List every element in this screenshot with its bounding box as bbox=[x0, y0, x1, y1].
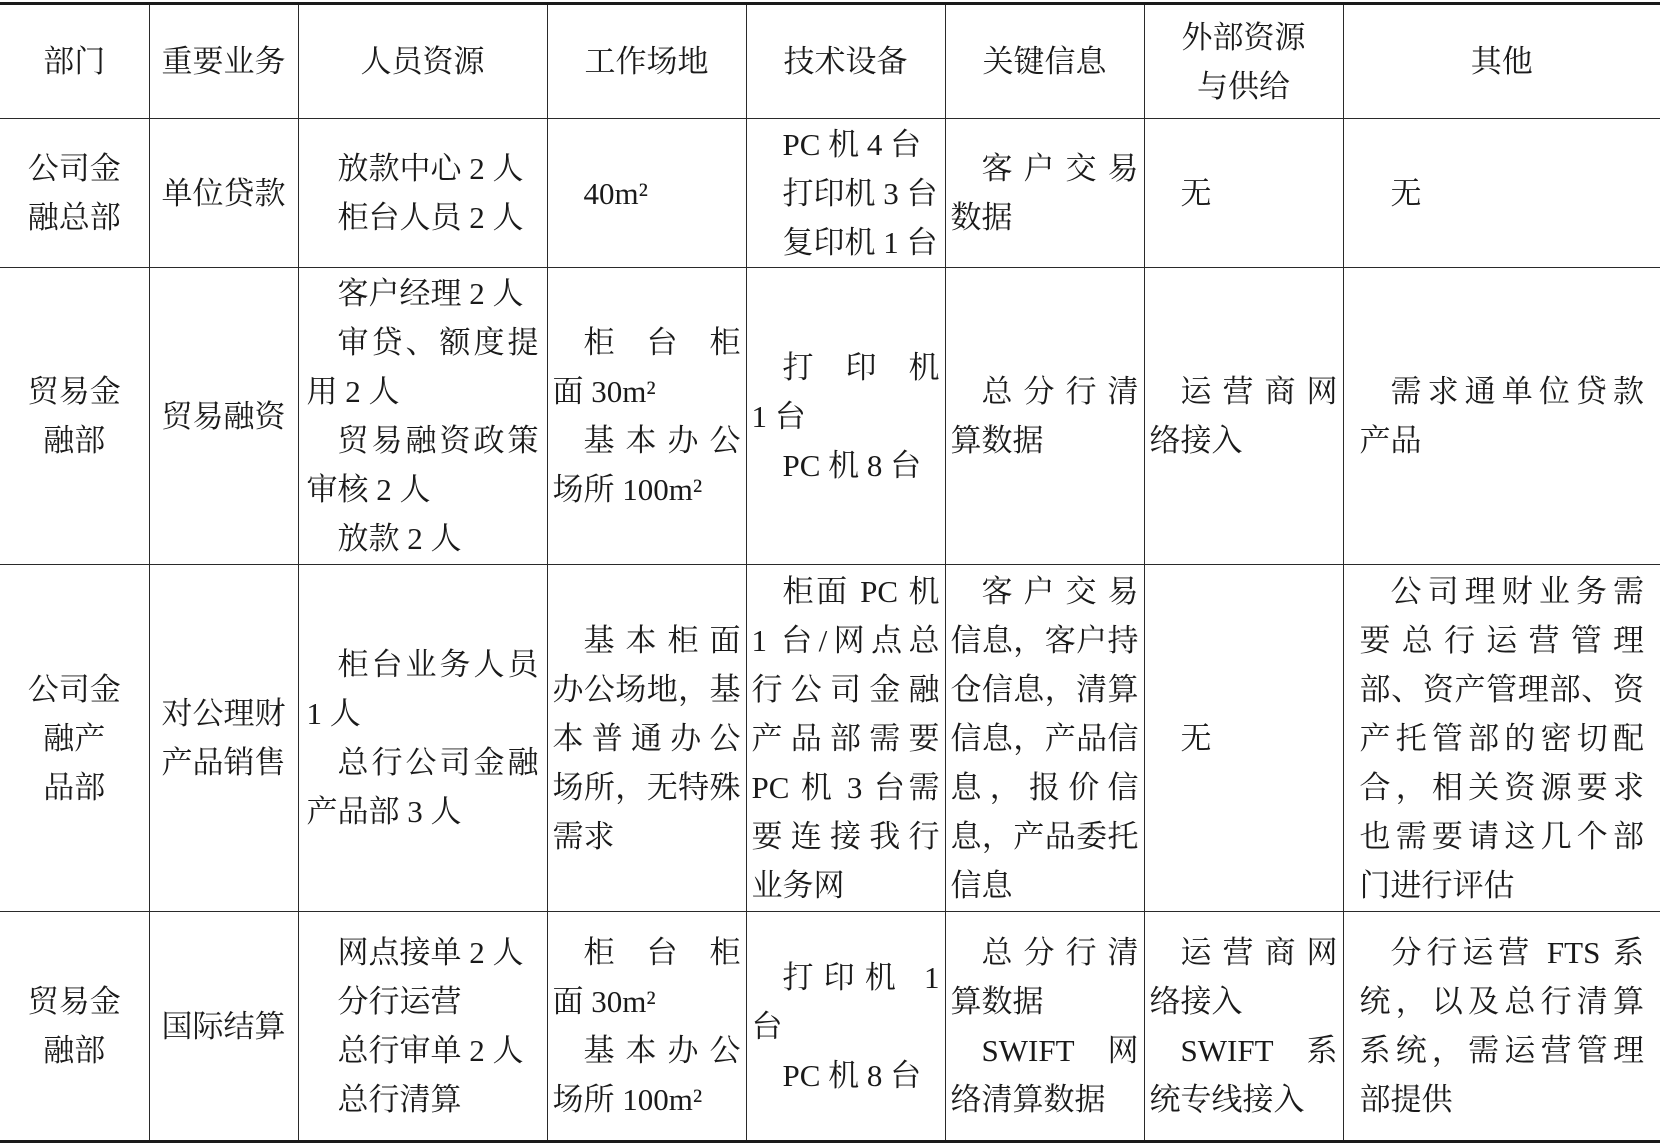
paragraph bbox=[951, 367, 1139, 465]
text-line: 用 2 人 bbox=[306, 374, 400, 409]
text-line: 贸易金 bbox=[27, 374, 121, 409]
text-line: 客户交易 bbox=[981, 573, 1139, 609]
paragraph bbox=[752, 120, 940, 169]
text-line: 运营商网 bbox=[1180, 935, 1338, 970]
text-line: 基本柜面 bbox=[583, 622, 741, 658]
text-line: 审核 2 人 bbox=[306, 472, 431, 507]
text-line: 打印机 1 bbox=[782, 959, 940, 995]
paragraph bbox=[307, 144, 539, 193]
text-line: 合，相关资源要求 bbox=[1359, 769, 1644, 805]
text-line: 总分行清 bbox=[981, 935, 1139, 970]
cell-key-info bbox=[945, 912, 1144, 1142]
text-line: 40m² bbox=[583, 175, 648, 211]
text-line: 品部 bbox=[43, 769, 106, 805]
paragraph bbox=[1150, 367, 1338, 465]
text-line: 公司理财业务需 bbox=[1390, 573, 1644, 609]
text-line: 柜台人员 2 人 bbox=[337, 200, 524, 235]
header-row bbox=[0, 4, 1660, 119]
paragraph bbox=[307, 640, 539, 738]
text-line: 统，以及总行清算 bbox=[1359, 984, 1644, 1019]
text-line: 融部 bbox=[43, 1033, 106, 1068]
paragraph bbox=[307, 269, 539, 318]
text-line: 息，产品委托 bbox=[950, 818, 1139, 854]
paragraph bbox=[307, 1075, 539, 1124]
header-equipment bbox=[746, 4, 945, 119]
cell-equipment bbox=[746, 268, 945, 565]
cell-business bbox=[149, 119, 298, 268]
text-line: PC 机 4 台 bbox=[782, 126, 922, 162]
text-line: 无 bbox=[1180, 720, 1212, 756]
text-line: 柜台业务人员 bbox=[337, 647, 539, 682]
text-line: 也需要请这几个部 bbox=[1359, 818, 1644, 854]
text-line: 柜台柜 bbox=[583, 325, 741, 360]
text-line: 产品销售 bbox=[161, 745, 286, 780]
text-line: 运营商网 bbox=[1180, 374, 1338, 409]
cell-equipment bbox=[746, 119, 945, 268]
text-line: 数据 bbox=[950, 200, 1013, 235]
text-line: PC 机 3 台需 bbox=[751, 769, 940, 805]
text-line: 信息，产品信 bbox=[950, 720, 1139, 756]
paragraph bbox=[553, 1026, 741, 1124]
text-line: 要总行运营管理 bbox=[1359, 622, 1644, 658]
text-line: 产托管部的密切配 bbox=[1359, 720, 1644, 756]
paragraph bbox=[951, 567, 1139, 910]
paragraph bbox=[553, 928, 741, 1026]
paragraph bbox=[1150, 1026, 1338, 1124]
cell-other bbox=[1343, 912, 1660, 1142]
text-line: 络清算数据 bbox=[950, 1082, 1106, 1117]
header-label: 关键信息 bbox=[982, 44, 1107, 79]
cell-external bbox=[1144, 119, 1343, 268]
text-line: 单位贷款 bbox=[161, 175, 286, 211]
text-line: 客户交易 bbox=[981, 151, 1139, 186]
text-line: 客户经理 2 人 bbox=[337, 276, 524, 311]
header-other bbox=[1343, 4, 1660, 119]
text-line: 产品 bbox=[1359, 423, 1422, 458]
cell-workplace bbox=[547, 912, 746, 1142]
paragraph bbox=[752, 169, 940, 218]
header-label: 其他 bbox=[1470, 44, 1533, 79]
header-workplace bbox=[547, 4, 746, 119]
text-line: 基本办公 bbox=[583, 423, 741, 458]
text-line: SWIFT 网 bbox=[981, 1033, 1139, 1068]
text-line: 信息 bbox=[950, 867, 1013, 903]
text-line: 仓信息，清算 bbox=[950, 671, 1139, 707]
resource-table bbox=[0, 2, 1660, 1143]
header-label: 与供给 bbox=[1197, 68, 1290, 104]
cell-key-info bbox=[945, 119, 1144, 268]
text-line: 系统，需运营管理 bbox=[1359, 1033, 1644, 1068]
paragraph bbox=[1150, 928, 1338, 1026]
text-line: 融产 bbox=[43, 720, 106, 756]
text-line: 产品部 3 人 bbox=[306, 794, 462, 829]
text-line: 公司金 bbox=[27, 671, 121, 707]
cell-other bbox=[1343, 565, 1660, 912]
text-line: 融部 bbox=[43, 423, 106, 458]
cell-key-info bbox=[945, 565, 1144, 912]
header-business bbox=[149, 4, 298, 119]
text-line: 柜面 PC 机 bbox=[782, 573, 940, 609]
text-line: 无 bbox=[1390, 175, 1422, 211]
text-line: 络接入 bbox=[1149, 423, 1243, 458]
cell-staff bbox=[298, 912, 547, 1142]
paragraph bbox=[752, 441, 940, 490]
paragraph bbox=[307, 318, 539, 416]
table-row bbox=[0, 119, 1660, 268]
text-line: 贸易金 bbox=[27, 984, 121, 1019]
text-line: 门进行评估 bbox=[1359, 867, 1515, 903]
cell-department bbox=[0, 119, 149, 268]
paragraph bbox=[553, 416, 741, 514]
text-line: 办公场地，基 bbox=[552, 671, 741, 707]
paragraph bbox=[752, 567, 940, 910]
cell-staff bbox=[298, 119, 547, 268]
text-line: 柜台柜 bbox=[583, 935, 741, 970]
paragraph bbox=[1360, 169, 1645, 218]
header-key-info bbox=[945, 4, 1144, 119]
paragraph bbox=[307, 416, 539, 514]
header-label: 外部资源 bbox=[1181, 19, 1306, 55]
text-line: 信息，客户持 bbox=[950, 622, 1139, 658]
text-line: 1 台 bbox=[751, 398, 806, 434]
text-line: 要连接我行 bbox=[751, 818, 940, 854]
text-line: 行公司金融 bbox=[751, 671, 940, 707]
paragraph bbox=[307, 977, 539, 1026]
text-line: 分行运营 FTS 系 bbox=[1390, 935, 1644, 970]
paragraph bbox=[307, 738, 539, 836]
paragraph bbox=[1150, 169, 1338, 218]
cell-external bbox=[1144, 565, 1343, 912]
text-line: 国际结算 bbox=[161, 1008, 286, 1044]
header-label: 人员资源 bbox=[360, 44, 485, 79]
header-label: 工作场地 bbox=[584, 44, 709, 79]
header-external bbox=[1144, 4, 1343, 119]
paragraph bbox=[307, 514, 539, 563]
header-label: 部门 bbox=[43, 44, 106, 79]
text-line: 需求 bbox=[552, 818, 615, 854]
cell-other bbox=[1343, 119, 1660, 268]
cell-business bbox=[149, 565, 298, 912]
text-line: 1 台/网点总 bbox=[751, 622, 940, 658]
text-line: 台 bbox=[751, 1008, 783, 1044]
table-row bbox=[0, 912, 1660, 1142]
paragraph bbox=[752, 953, 940, 1051]
text-line: 面 30m² bbox=[552, 374, 656, 409]
header-label: 技术设备 bbox=[783, 44, 908, 79]
text-line: 放款 2 人 bbox=[337, 521, 462, 556]
text-line: 统专线接入 bbox=[1149, 1082, 1305, 1117]
text-line: 无 bbox=[1180, 175, 1212, 211]
text-line: 总行审单 2 人 bbox=[337, 1033, 524, 1068]
text-line: PC 机 8 台 bbox=[782, 1057, 922, 1093]
header-staff bbox=[298, 4, 547, 119]
text-line: SWIFT 系 bbox=[1180, 1033, 1338, 1068]
paragraph bbox=[752, 1051, 940, 1100]
text-line: 总分行清 bbox=[981, 374, 1139, 409]
text-line: 复印机 1 台 bbox=[782, 224, 938, 260]
paragraph bbox=[752, 343, 940, 441]
cell-staff bbox=[298, 268, 547, 565]
paragraph bbox=[752, 218, 940, 267]
paragraph bbox=[1360, 567, 1645, 910]
text-line: 总行清算 bbox=[337, 1082, 462, 1117]
cell-key-info bbox=[945, 268, 1144, 565]
cell-staff bbox=[298, 565, 547, 912]
text-line: 1 人 bbox=[306, 696, 361, 731]
text-line: 面 30m² bbox=[552, 984, 656, 1019]
paragraph bbox=[553, 616, 741, 861]
text-line: 审贷、额度提 bbox=[337, 325, 539, 360]
text-line: 产品部需要 bbox=[751, 720, 940, 756]
cell-department bbox=[0, 268, 149, 565]
text-line: 打印机 bbox=[782, 349, 940, 385]
text-line: 放款中心 2 人 bbox=[337, 151, 524, 186]
cell-department bbox=[0, 912, 149, 1142]
text-line: 场所，无特殊 bbox=[552, 769, 741, 805]
paragraph bbox=[307, 928, 539, 977]
text-line: 业务网 bbox=[751, 867, 845, 903]
cell-equipment bbox=[746, 565, 945, 912]
paragraph bbox=[951, 928, 1139, 1026]
text-line: 息，报价信 bbox=[950, 769, 1139, 805]
table-row bbox=[0, 565, 1660, 912]
paragraph bbox=[951, 1026, 1139, 1124]
text-line: 部、资产管理部、资 bbox=[1359, 671, 1644, 707]
paragraph bbox=[307, 1026, 539, 1075]
paragraph bbox=[951, 144, 1139, 242]
text-line: 公司金 bbox=[27, 151, 121, 186]
cell-other bbox=[1343, 268, 1660, 565]
text-line: 场所 100m² bbox=[552, 472, 703, 507]
text-line: PC 机 8 台 bbox=[782, 447, 922, 483]
cell-business bbox=[149, 912, 298, 1142]
text-line: 贸易融资 bbox=[161, 398, 286, 434]
text-line: 络接入 bbox=[1149, 984, 1243, 1019]
paragraph bbox=[1360, 928, 1645, 1124]
text-line: 总行公司金融 bbox=[337, 745, 539, 780]
text-line: 打印机 3 台 bbox=[782, 175, 938, 211]
text-line: 融总部 bbox=[27, 200, 121, 235]
header-label: 重要业务 bbox=[161, 44, 286, 79]
text-line: 分行运营 bbox=[337, 984, 462, 1019]
paragraph bbox=[1150, 714, 1338, 763]
cell-equipment bbox=[746, 912, 945, 1142]
text-line: 基本办公 bbox=[583, 1033, 741, 1068]
cell-workplace bbox=[547, 268, 746, 565]
text-line: 部提供 bbox=[1359, 1082, 1453, 1117]
text-line: 本普通办公 bbox=[552, 720, 741, 756]
text-line: 算数据 bbox=[950, 423, 1044, 458]
cell-external bbox=[1144, 268, 1343, 565]
table-row bbox=[0, 268, 1660, 565]
paragraph bbox=[1360, 367, 1645, 465]
header-department bbox=[0, 4, 149, 119]
cell-workplace bbox=[547, 565, 746, 912]
paragraph bbox=[553, 318, 741, 416]
text-line: 场所 100m² bbox=[552, 1082, 703, 1117]
text-line: 贸易融资政策 bbox=[337, 423, 539, 458]
text-line: 需求通单位贷款 bbox=[1390, 374, 1644, 409]
text-line: 对公理财 bbox=[161, 696, 286, 731]
cell-business bbox=[149, 268, 298, 565]
paragraph bbox=[553, 169, 741, 218]
text-line: 网点接单 2 人 bbox=[337, 935, 524, 970]
cell-external bbox=[1144, 912, 1343, 1142]
paragraph bbox=[307, 193, 539, 242]
cell-workplace bbox=[547, 119, 746, 268]
cell-department bbox=[0, 565, 149, 912]
text-line: 算数据 bbox=[950, 984, 1044, 1019]
